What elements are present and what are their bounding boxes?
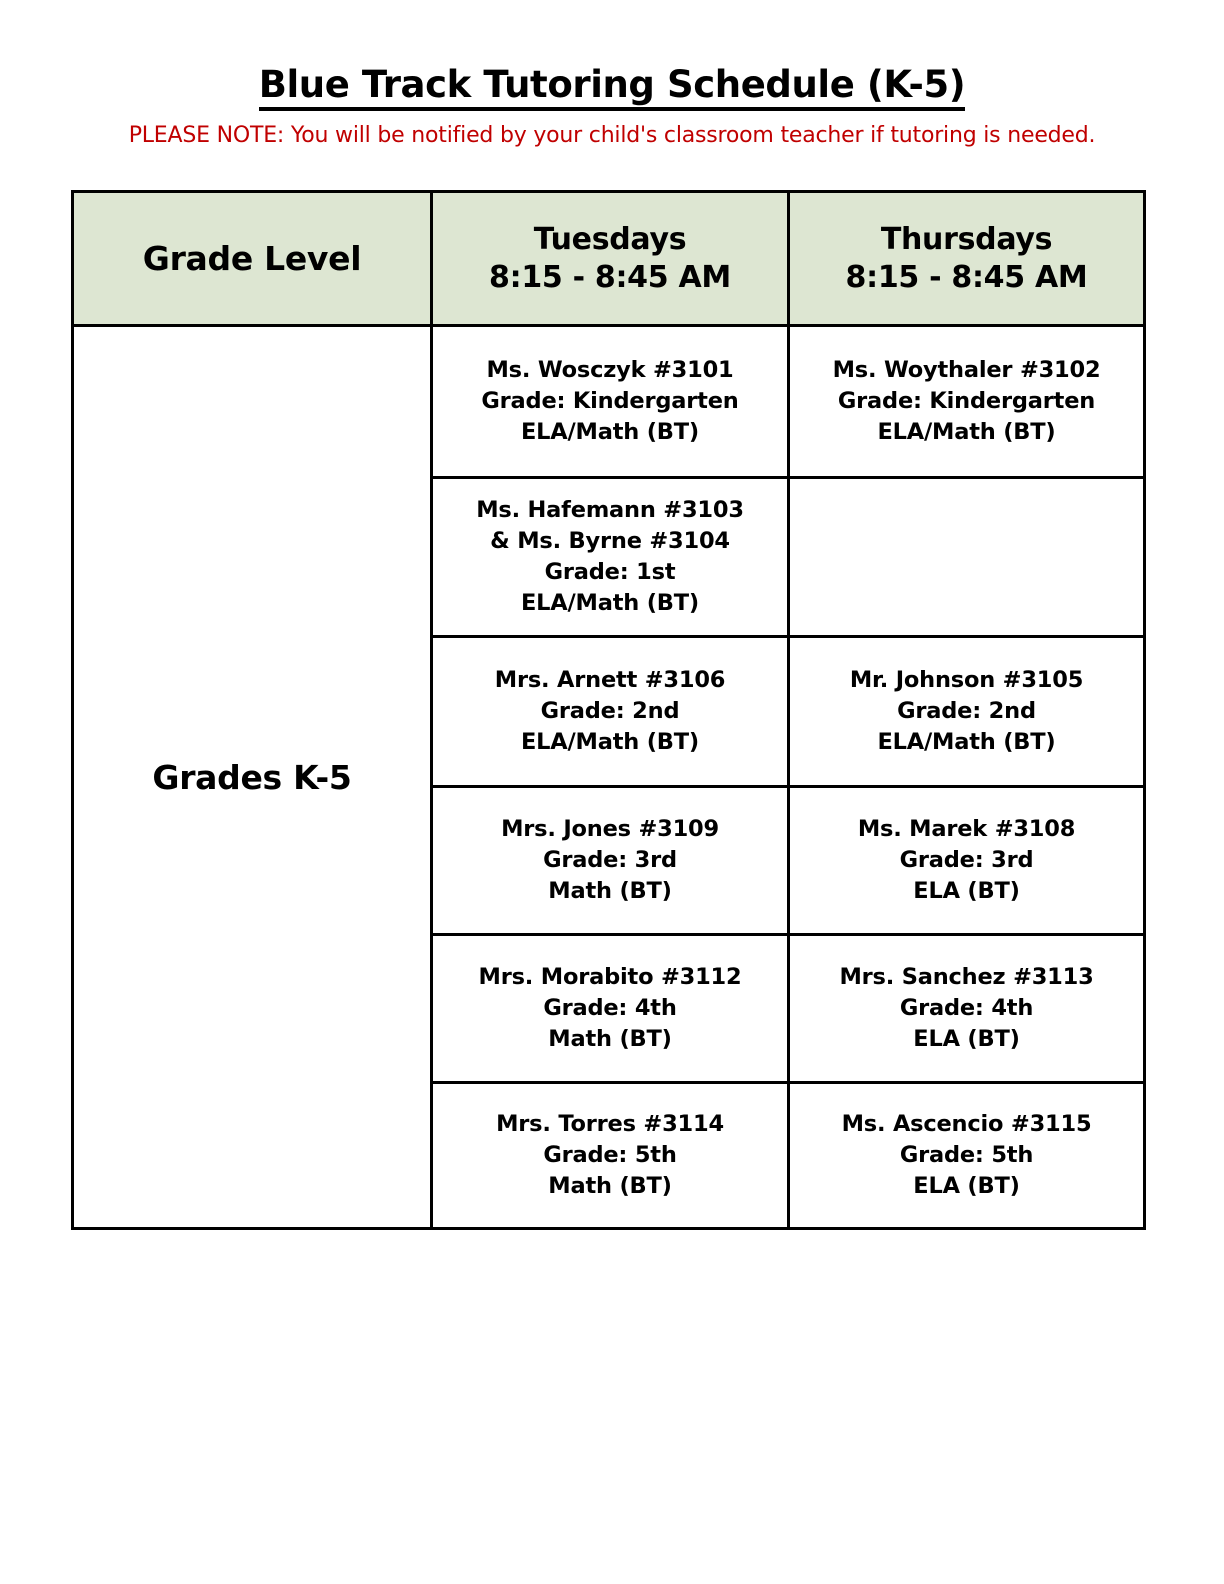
teacher-name: Mrs. Morabito #3112: [478, 963, 742, 990]
tuesdays-time-label: 8:15 - 8:45 AM: [489, 259, 731, 295]
page-title: [0, 63, 1224, 111]
tuesdays-day-label: Tuesdays: [533, 222, 687, 257]
grade-label: Grade: 4th: [543, 994, 677, 1021]
page-title-text: Blue Track Tutoring Schedule (K-5): [259, 66, 966, 111]
slot-thursday-grade1-empty: [789, 478, 1145, 637]
subject-label: Math (BT): [548, 1026, 672, 1053]
slot-thursday-grade3: [789, 787, 1145, 935]
subject-label: ELA (BT): [913, 878, 1020, 905]
subject-label: ELA (BT): [913, 1173, 1020, 1200]
subject-label: ELA/Math (BT): [521, 590, 699, 617]
subject-label: Math (BT): [548, 1173, 672, 1200]
slot-thursday-grade5: [789, 1083, 1145, 1229]
column-header-thursdays: [789, 192, 1145, 326]
teacher-name-secondary: & Ms. Byrne #3104: [490, 527, 730, 554]
grade-label: Grade: 5th: [899, 1141, 1034, 1168]
please-note-text: PLEASE NOTE: You will be notified by your child's classroom teacher if tutoring is needed.: [128, 123, 1096, 148]
thursdays-time-label: 8:15 - 8:45 AM: [845, 259, 1088, 295]
teacher-name: Mrs. Jones #3109: [501, 815, 719, 842]
table-row: [73, 326, 1145, 478]
subject-label: ELA/Math (BT): [521, 729, 699, 756]
teacher-name: Mr. Johnson #3105: [849, 666, 1084, 693]
tutoring-schedule-table: [71, 190, 1146, 1230]
grade-label: Grade: 2nd: [897, 697, 1036, 724]
teacher-name: Ms. Ascencio #3115: [841, 1110, 1092, 1137]
grade-label: Grade: 2nd: [540, 697, 680, 724]
subject-label: ELA/Math (BT): [877, 419, 1056, 446]
subject-label: ELA/Math (BT): [521, 419, 699, 446]
teacher-name: Mrs. Torres #3114: [496, 1110, 724, 1137]
grade-label: Grade: 3rd: [543, 846, 677, 873]
thursdays-day-label: Thursdays: [880, 222, 1053, 257]
table-header-row: [73, 192, 1145, 326]
slot-thursday-grade4: [789, 935, 1145, 1083]
subject-label: ELA (BT): [913, 1026, 1020, 1053]
grade-level-merged-cell: Grades K-5: [73, 326, 432, 1229]
grade-label: Grade: 5th: [543, 1141, 677, 1168]
slot-tuesday-grade2: [432, 637, 789, 787]
subject-label: ELA/Math (BT): [877, 729, 1056, 756]
slot-tuesday-grade4: [432, 935, 789, 1083]
teacher-name: Mrs. Arnett #3106: [494, 666, 726, 693]
slot-tuesday-grade1: [432, 478, 789, 637]
slot-tuesday-grade5: [432, 1083, 789, 1229]
teacher-name: Ms. Marek #3108: [857, 815, 1076, 842]
column-header-grade-level: Grade Level: [73, 192, 432, 326]
grade-label: Grade: Kindergarten: [481, 387, 739, 414]
teacher-name: Ms. Wosczyk #3101: [486, 356, 734, 383]
grade-label: Grade: Kindergarten: [837, 387, 1096, 414]
grade-label: Grade: 1st: [544, 559, 676, 585]
column-header-tuesdays: [432, 192, 789, 326]
teacher-name: Ms. Woythaler #3102: [832, 356, 1101, 383]
teacher-name: Mrs. Sanchez #3113: [839, 963, 1094, 990]
slot-tuesday-grade3: [432, 787, 789, 935]
teacher-name: Ms. Hafemann #3103: [476, 496, 744, 523]
slot-tuesday-kindergarten: [432, 326, 789, 478]
slot-thursday-kindergarten: [789, 326, 1145, 478]
subject-label: Math (BT): [548, 878, 672, 905]
slot-thursday-grade2: [789, 637, 1145, 787]
grade-label: Grade: 3rd: [899, 846, 1034, 873]
grade-label: Grade: 4th: [899, 994, 1034, 1021]
